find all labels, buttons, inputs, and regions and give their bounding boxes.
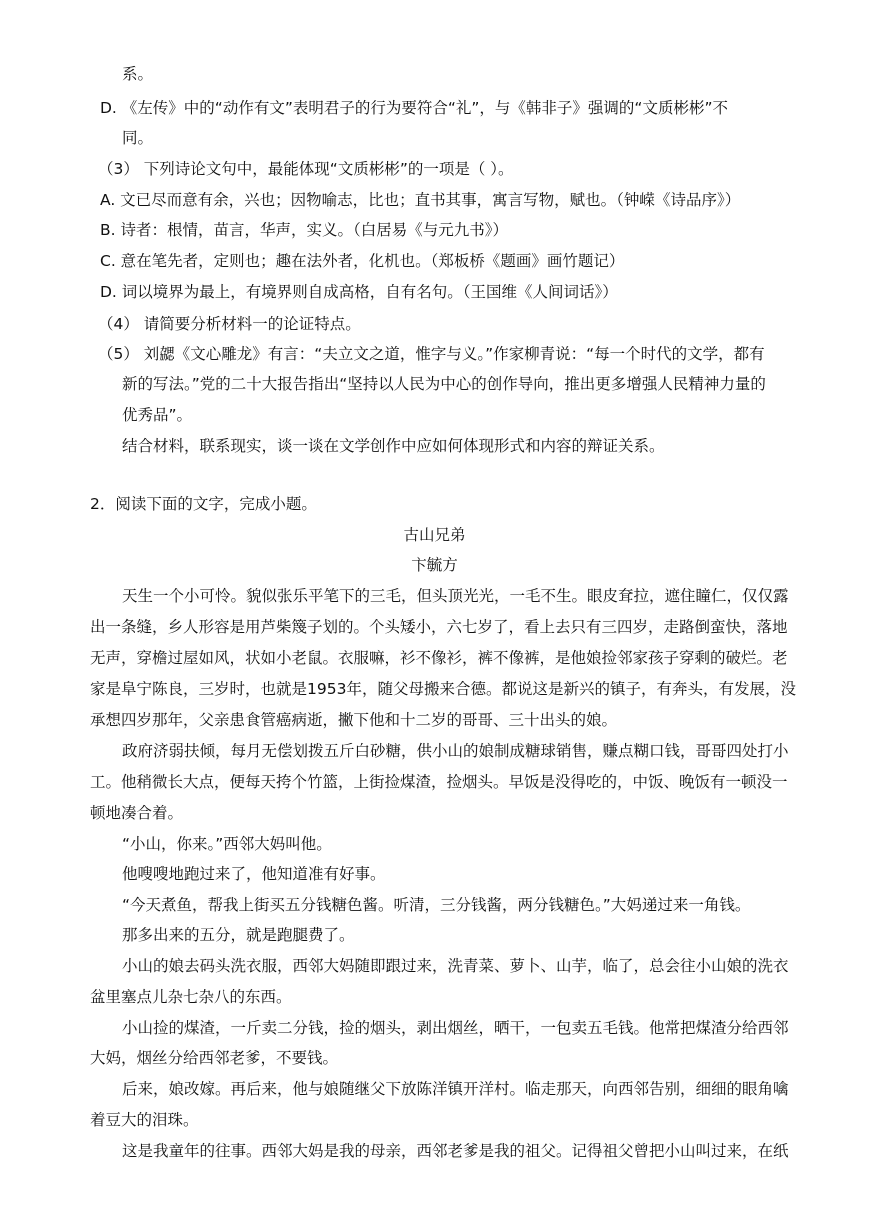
question-5-line-3: 优秀品”。 — [122, 406, 193, 424]
question-5-line-4: 结合材料，联系现实，谈一谈在文学创作中应如何体现形式和内容的辩证关系。 — [122, 437, 665, 455]
passage-line: 小山捡的煤渣，一斤卖二分钱，捡的烟头，剥出烟丝，晒干，一包卖五毛钱。他常把煤渣分给西邻 — [122, 1019, 789, 1037]
option-d-line-1: D. 《左传》中的“动作有文”表明君子的行为要符合“礼”，与《韩非子》强调的“文质彬彬”不 — [100, 99, 728, 117]
passage-line: 小山的娘去码头洗衣服，西邻大妈随即跟过来，洗青菜、萝卜、山芋，临了，总会往小山娘的洗衣 — [122, 957, 789, 975]
passage-line: 工。他稍微长大点，便每天挎个竹篮，上街捡煤渣，捡烟头。早饭是没得吃的，中饭、晚饭有一顿没一 — [90, 773, 788, 791]
option-d-line-2: 同。 — [122, 129, 154, 147]
question-3-option-c: C. 意在笔先者，定则也；趣在法外者，化机也。（郑板桥《题画》画竹题记） — [100, 252, 625, 270]
passage-line: 政府济弱扶倾，每月无偿划拨五斤白砂糖，供小山的娘制成糖球销售，赚点糊口钱，哥哥四处打小 — [122, 742, 789, 760]
passage-line: 天生一个小可怜。貌似张乐平笔下的三毛，但头顶光光，一毛不生。眼皮耷拉，遮住瞳仁，仅仅露 — [122, 587, 789, 605]
passage-line: 承想四岁那年，父亲患食管癌病逝，撇下他和十二岁的哥哥、三十出头的娘。 — [90, 711, 618, 729]
passage-line: 出一条缝，乡人形容是用芦柴篾子划的。个头矮小，六七岁了，看上去只有三四岁，走路倒蛮快，落地 — [90, 618, 788, 636]
passage-line: 无声，穿檐过屋如风，状如小老鼠。衣服嘛，衫不像衫，裤不像裤，是他娘捡邻家孩子穿剩的破烂。老 — [90, 649, 788, 667]
passage-line: 盆里塞点儿杂七杂八的东西。 — [90, 988, 292, 1006]
passage-line: 那多出来的五分，就是跑腿费了。 — [122, 926, 355, 944]
question-3-option-d: D. 词以境界为最上，有境界则自成高格，自有名句。（王国维《人间词话》） — [100, 283, 618, 301]
question-5-line-1: （5） 刘勰《文心雕龙》有言：“夫立文之道，惟字与义。”作家柳青说：“每一个时代的文学，都有 — [98, 345, 765, 363]
passage-line: 后来，娘改嫁。再后来，他与娘随继父下放陈洋镇开洋村。临走那天，向西邻告别，细细的眼角噙 — [122, 1080, 789, 1098]
question-5-line-2: 新的写法。”党的二十大报告指出“坚持以人民为中心的创作导向，推出更多增强人民精神力量的 — [122, 375, 766, 393]
question-3-option-b: B. 诗者：根情，苗言，华声，实义。（白居易《与元九书》） — [100, 221, 508, 239]
passage-title: 古山兄弟 — [403, 526, 466, 544]
passage-line: “小山，你来。”西邻大妈叫他。 — [122, 835, 332, 853]
passage-line: “今天煮鱼，帮我上街买五分钱糖色酱。听清，三分钱酱，两分钱糖色。”大妈递过来一角钱。 — [122, 896, 751, 914]
passage-line: 大妈，烟丝分给西邻老爹，不要钱。 — [90, 1049, 339, 1067]
passage-line: 这是我童年的往事。西邻大妈是我的母亲，西邻老爹是我的祖父。记得祖父曾把小山叫过来，在纸 — [122, 1142, 789, 1160]
passage-author: 卞毓方 — [411, 556, 458, 574]
question-2-stem: 2．阅读下面的文字，完成小题。 — [90, 495, 317, 513]
passage-line: 他嗖嗖地跑过来了，他知道准有好事。 — [122, 865, 386, 883]
option-c-tail: 系。 — [122, 65, 154, 83]
passage-line: 顿地凑合着。 — [90, 804, 184, 822]
question-3-option-a: A. 文已尽而意有余，兴也；因物喻志，比也；直书其事，寓言写物，赋也。（钟嵘《诗品序》） — [100, 191, 741, 209]
passage-line: 着豆大的泪珠。 — [90, 1111, 199, 1129]
question-4: （4） 请简要分析材料一的论证特点。 — [98, 315, 361, 333]
question-3-stem: （3） 下列诗论文句中，最能体现“文质彬彬”的一项是（ ）。 — [98, 160, 514, 178]
passage-line: 家是阜宁陈良，三岁时，也就是1953年，随父母搬来合德。都说这是新兴的镇子，有奔头，有发展，没 — [90, 680, 796, 698]
